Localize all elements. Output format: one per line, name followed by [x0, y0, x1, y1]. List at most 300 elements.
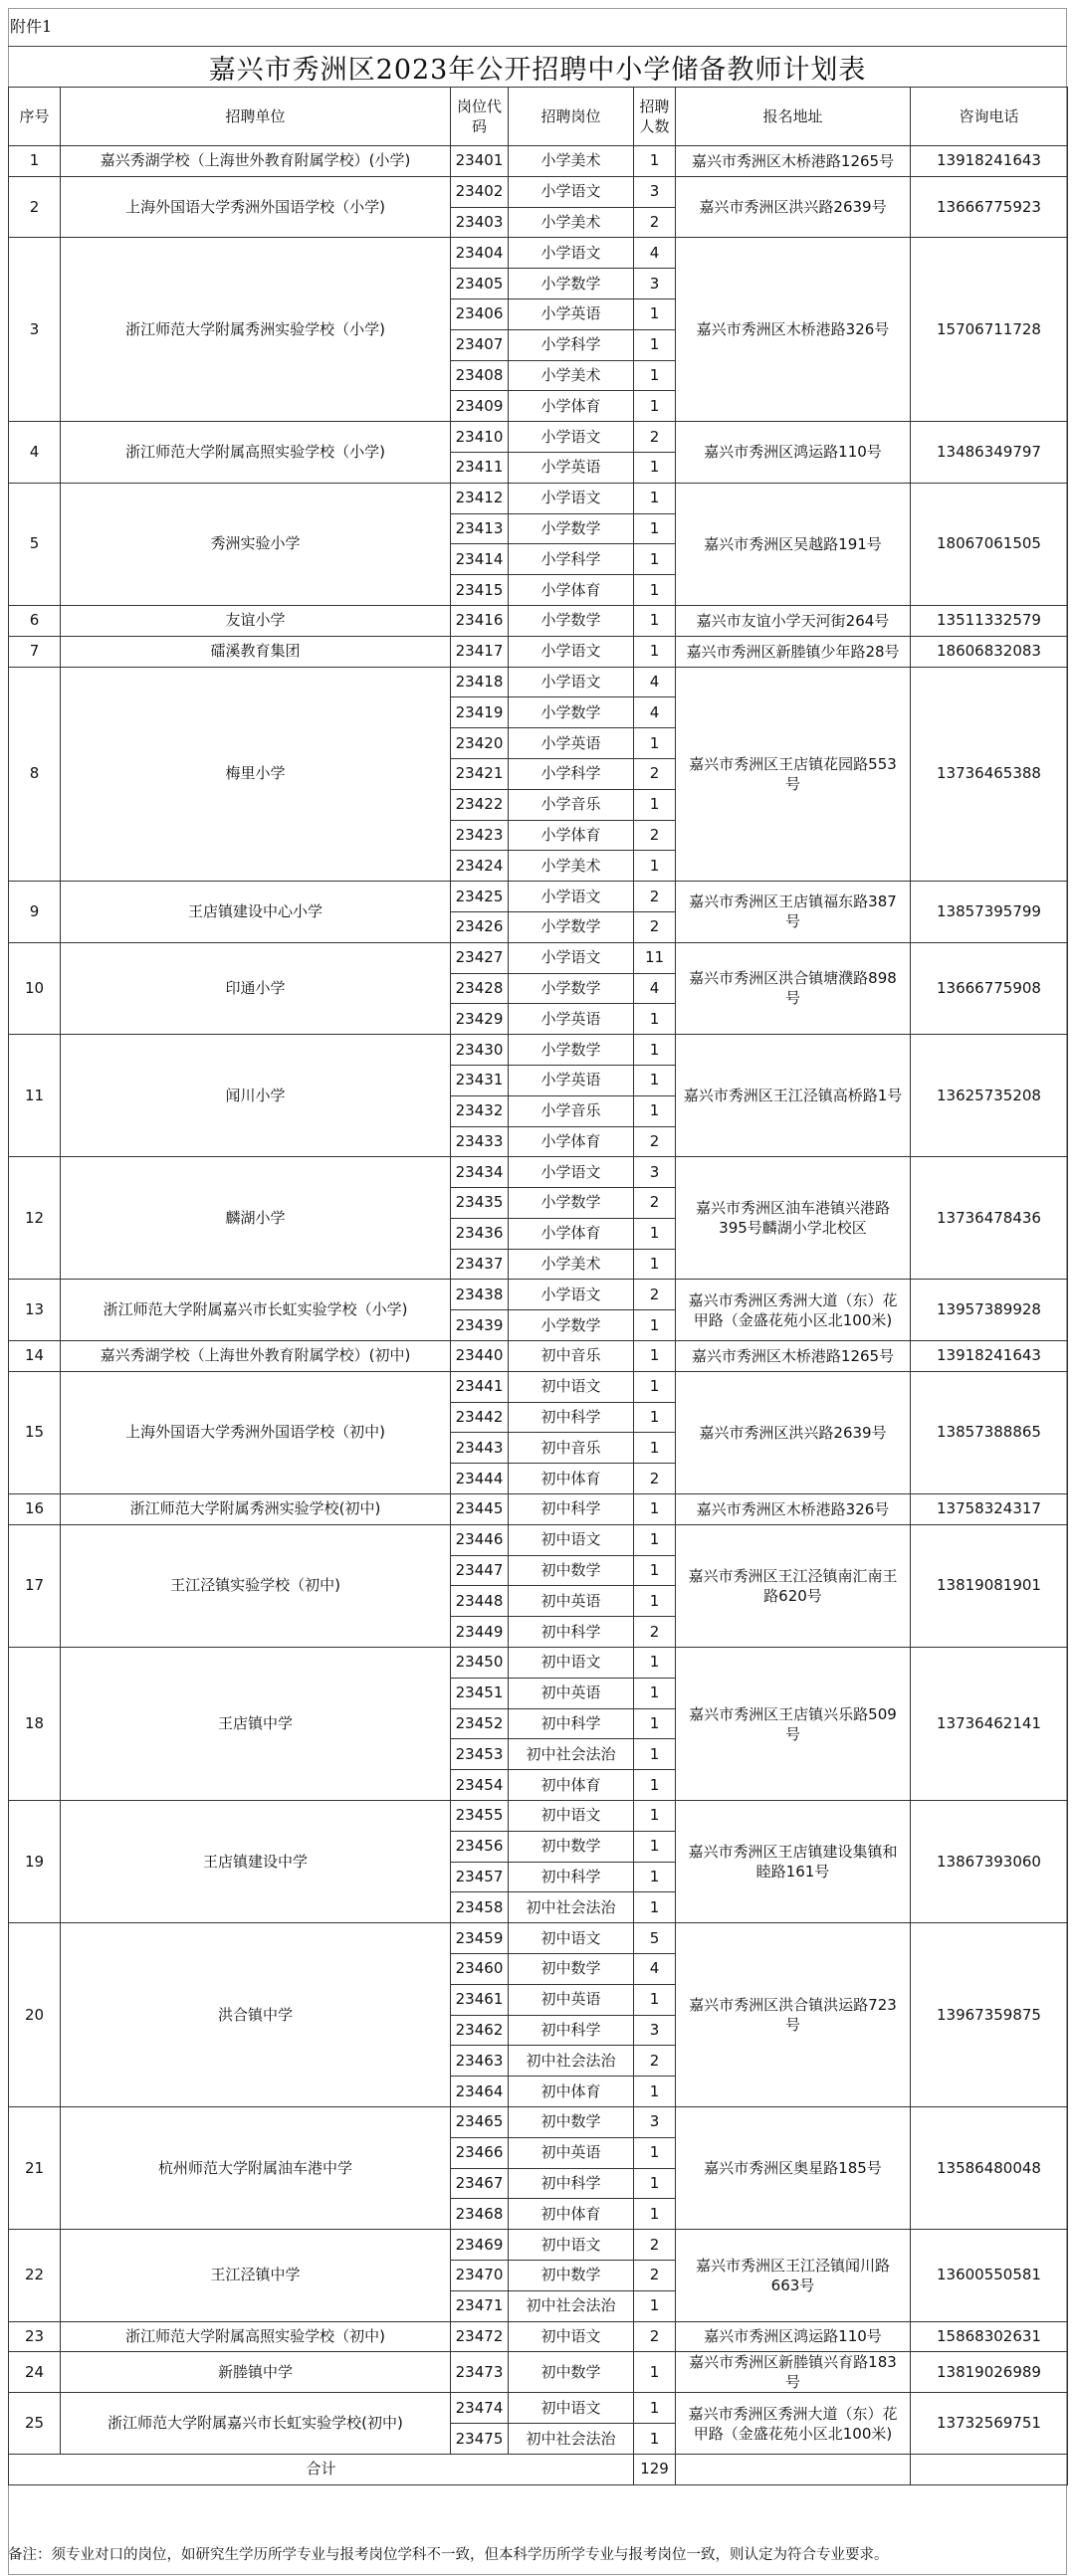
row-count: 1 — [634, 2137, 676, 2168]
row-post: 初中数学 — [509, 1555, 634, 1586]
row-code: 23411 — [451, 452, 509, 483]
row-code: 23471 — [451, 2290, 509, 2321]
row-count: 2 — [634, 2046, 676, 2077]
row-code: 23417 — [451, 636, 509, 667]
header-count: 招聘人数 — [634, 88, 676, 146]
row-phone: 13736462141 — [911, 1648, 1068, 1801]
row-code: 23407 — [451, 329, 509, 360]
row-phone: 13918241643 — [911, 1341, 1068, 1372]
table-row — [9, 2393, 1068, 2424]
row-post: 小学数学 — [509, 513, 634, 544]
row-count: 1 — [634, 483, 676, 513]
row-post: 初中体育 — [509, 1464, 634, 1494]
row-phone: 13511332579 — [911, 605, 1068, 636]
row-code: 23442 — [451, 1402, 509, 1433]
row-count: 4 — [634, 667, 676, 697]
row-code: 23430 — [451, 1035, 509, 1066]
row-seq: 24 — [9, 2352, 61, 2393]
row-post: 初中数学 — [509, 1831, 634, 1862]
row-code: 23423 — [451, 820, 509, 851]
row-count: 2 — [634, 2230, 676, 2261]
header-post: 招聘岗位 — [509, 88, 634, 146]
row-post: 初中社会法治 — [509, 2424, 634, 2455]
row-post: 小学语文 — [509, 422, 634, 453]
row-unit: 友谊小学 — [61, 605, 451, 636]
row-code: 23456 — [451, 1831, 509, 1862]
row-post: 初中数学 — [509, 2260, 634, 2290]
row-code: 23405 — [451, 269, 509, 299]
row-count: 1 — [634, 1708, 676, 1739]
row-code: 23409 — [451, 391, 509, 422]
row-unit: 麟湖小学 — [61, 1157, 451, 1280]
row-seq: 5 — [9, 483, 61, 605]
row-count: 1 — [634, 1831, 676, 1862]
row-unit: 王江泾镇实验学校（初中) — [61, 1524, 451, 1647]
row-count: 1 — [634, 1310, 676, 1341]
row-address: 嘉兴市秀洲区洪兴路2639号 — [676, 1371, 911, 1493]
row-count: 1 — [634, 2168, 676, 2199]
row-code: 23429 — [451, 1004, 509, 1035]
row-seq: 23 — [9, 2321, 61, 2352]
row-count: 1 — [634, 544, 676, 575]
recruitment-table — [8, 87, 1068, 2485]
row-code: 23408 — [451, 360, 509, 391]
row-phone: 18606832083 — [911, 636, 1068, 667]
header-code: 岗位代码 — [451, 88, 509, 146]
row-code: 23402 — [451, 176, 509, 207]
row-post: 小学体育 — [509, 575, 634, 606]
row-unit: 浙江师范大学附属嘉兴市长虹实验学校（小学) — [61, 1280, 451, 1341]
row-post: 小学科学 — [509, 329, 634, 360]
row-count: 1 — [634, 575, 676, 606]
row-count: 3 — [634, 2107, 676, 2138]
row-post: 小学美术 — [509, 207, 634, 238]
row-count: 2 — [634, 758, 676, 789]
row-code: 23435 — [451, 1188, 509, 1219]
row-count: 1 — [634, 728, 676, 759]
table-row — [9, 1341, 1068, 1372]
row-count: 1 — [634, 1524, 676, 1555]
row-count: 1 — [634, 1218, 676, 1249]
row-post: 初中体育 — [509, 1770, 634, 1801]
table-row — [9, 942, 1068, 973]
row-count: 1 — [634, 1862, 676, 1892]
row-phone: 18067061505 — [911, 483, 1068, 605]
row-post: 小学科学 — [509, 758, 634, 789]
row-phone: 13857395799 — [911, 882, 1068, 943]
total-empty-phone — [911, 2454, 1068, 2484]
attachment-label: 附件1 — [10, 17, 53, 36]
table-row — [9, 882, 1068, 912]
row-code: 23418 — [451, 667, 509, 697]
row-count: 1 — [634, 1065, 676, 1095]
row-phone: 13486349797 — [911, 422, 1068, 484]
row-code: 23428 — [451, 973, 509, 1004]
total-empty-address — [676, 2454, 911, 2484]
row-address: 嘉兴市秀洲区油车港镇兴港路395号麟湖小学北校区 — [676, 1157, 911, 1280]
row-count: 4 — [634, 973, 676, 1004]
row-unit: 王江泾镇中学 — [61, 2230, 451, 2321]
row-post: 小学语文 — [509, 636, 634, 667]
row-post: 小学语文 — [509, 882, 634, 912]
row-post: 初中科学 — [509, 1862, 634, 1892]
row-seq: 9 — [9, 882, 61, 943]
row-address: 嘉兴市秀洲区木桥港路326号 — [676, 238, 911, 422]
row-count: 1 — [634, 851, 676, 882]
row-count: 1 — [634, 1371, 676, 1402]
row-post: 初中社会法治 — [509, 1739, 634, 1770]
row-phone: 13967359875 — [911, 1923, 1068, 2107]
row-code: 23414 — [451, 544, 509, 575]
row-address: 嘉兴市友谊小学天河街264号 — [676, 605, 911, 636]
row-unit: 闻川小学 — [61, 1035, 451, 1157]
row-address: 嘉兴市秀洲区洪合镇洪运路723号 — [676, 1923, 911, 2107]
row-count: 1 — [634, 1801, 676, 1832]
row-code: 23472 — [451, 2321, 509, 2352]
row-count: 1 — [634, 1892, 676, 1923]
row-code: 23431 — [451, 1065, 509, 1095]
row-count: 1 — [634, 1555, 676, 1586]
row-address: 嘉兴市秀洲区木桥港路1265号 — [676, 1341, 911, 1372]
row-unit: 印通小学 — [61, 942, 451, 1034]
row-seq: 18 — [9, 1648, 61, 1801]
row-post: 初中语文 — [509, 2393, 634, 2424]
table-row — [9, 667, 1068, 697]
total-row — [9, 2454, 1068, 2484]
row-count: 1 — [634, 1648, 676, 1679]
row-post: 初中科学 — [509, 2168, 634, 2199]
row-code: 23452 — [451, 1708, 509, 1739]
row-count: 1 — [634, 1035, 676, 1066]
row-seq: 22 — [9, 2230, 61, 2321]
row-count: 1 — [634, 1739, 676, 1770]
row-code: 23459 — [451, 1923, 509, 1954]
row-post: 小学美术 — [509, 146, 634, 177]
row-code: 23403 — [451, 207, 509, 238]
row-code: 23437 — [451, 1249, 509, 1280]
row-unit: 嘉兴秀湖学校（上海世外教育附属学校）(初中) — [61, 1341, 451, 1372]
row-post: 小学体育 — [509, 391, 634, 422]
row-address: 嘉兴市秀洲区鸿运路110号 — [676, 422, 911, 484]
row-count: 2 — [634, 1188, 676, 1219]
row-seq: 14 — [9, 1341, 61, 1372]
row-count: 2 — [634, 820, 676, 851]
row-count: 1 — [634, 513, 676, 544]
row-unit: 杭州师范大学附属油车港中学 — [61, 2107, 451, 2230]
row-count: 1 — [634, 1004, 676, 1035]
row-count: 1 — [634, 789, 676, 820]
row-count: 1 — [634, 1984, 676, 2015]
table-row — [9, 1494, 1068, 1525]
row-count: 1 — [634, 146, 676, 177]
row-seq: 17 — [9, 1524, 61, 1647]
row-phone: 13666775923 — [911, 176, 1068, 238]
row-count: 3 — [634, 176, 676, 207]
row-address: 嘉兴市秀洲区木桥港路1265号 — [676, 146, 911, 177]
row-phone: 13736465388 — [911, 667, 1068, 882]
row-code: 23434 — [451, 1157, 509, 1188]
row-count: 3 — [634, 269, 676, 299]
row-unit: 洪合镇中学 — [61, 1923, 451, 2107]
row-post: 小学语文 — [509, 667, 634, 697]
row-post: 小学体育 — [509, 820, 634, 851]
row-post: 小学数学 — [509, 605, 634, 636]
row-code: 23450 — [451, 1648, 509, 1679]
row-seq: 21 — [9, 2107, 61, 2230]
row-code: 23440 — [451, 1341, 509, 1372]
row-post: 小学英语 — [509, 1065, 634, 1095]
row-code: 23425 — [451, 882, 509, 912]
row-post: 小学数学 — [509, 697, 634, 728]
row-post: 初中体育 — [509, 2077, 634, 2107]
row-count: 1 — [634, 1249, 676, 1280]
row-code: 23432 — [451, 1095, 509, 1126]
table-body — [9, 146, 1068, 2455]
row-address: 嘉兴市秀洲区王店镇花园路553号 — [676, 667, 911, 882]
row-post: 小学美术 — [509, 360, 634, 391]
row-post: 小学科学 — [509, 544, 634, 575]
row-unit: 嘉兴秀湖学校（上海世外教育附属学校）(小学) — [61, 146, 451, 177]
row-post: 初中英语 — [509, 1678, 634, 1708]
row-count: 4 — [634, 1954, 676, 1985]
table-row — [9, 1923, 1068, 1954]
row-code: 23413 — [451, 513, 509, 544]
row-phone: 13736478436 — [911, 1157, 1068, 1280]
table-row — [9, 1280, 1068, 1310]
row-count: 1 — [634, 1678, 676, 1708]
row-code: 23427 — [451, 942, 509, 973]
row-address: 嘉兴市秀洲区奥星路185号 — [676, 2107, 911, 2230]
row-count: 2 — [634, 1617, 676, 1648]
row-count: 1 — [634, 1770, 676, 1801]
row-post: 小学语文 — [509, 483, 634, 513]
row-post: 小学数学 — [509, 911, 634, 942]
row-post: 初中语文 — [509, 1648, 634, 1679]
row-count: 1 — [634, 1402, 676, 1433]
row-address: 嘉兴市秀洲区王店镇兴乐路509号 — [676, 1648, 911, 1801]
row-count: 5 — [634, 1923, 676, 1954]
row-post: 初中科学 — [509, 1617, 634, 1648]
row-post: 小学英语 — [509, 728, 634, 759]
row-code: 23475 — [451, 2424, 509, 2455]
row-count: 1 — [634, 329, 676, 360]
row-count: 2 — [634, 882, 676, 912]
row-code: 23461 — [451, 1984, 509, 2015]
row-unit: 浙江师范大学附属嘉兴市长虹实验学校(初中) — [61, 2393, 451, 2455]
row-post: 小学音乐 — [509, 789, 634, 820]
row-phone: 13758324317 — [911, 1494, 1068, 1525]
row-code: 23467 — [451, 2168, 509, 2199]
row-code: 23449 — [451, 1617, 509, 1648]
table-row — [9, 483, 1068, 513]
row-address: 嘉兴市秀洲区王江泾镇闻川路663号 — [676, 2230, 911, 2321]
row-count: 2 — [634, 1126, 676, 1157]
row-post: 初中科学 — [509, 2015, 634, 2046]
row-address: 嘉兴市秀洲区王店镇福东路387号 — [676, 882, 911, 943]
row-unit: 上海外国语大学秀洲外国语学校（初中) — [61, 1371, 451, 1493]
table-row — [9, 1035, 1068, 1066]
row-post: 小学英语 — [509, 452, 634, 483]
row-phone: 13625735208 — [911, 1035, 1068, 1157]
row-seq: 16 — [9, 1494, 61, 1525]
row-code: 23453 — [451, 1739, 509, 1770]
row-seq: 3 — [9, 238, 61, 422]
row-phone: 13666775908 — [911, 942, 1068, 1034]
row-address: 嘉兴市秀洲区王江泾镇高桥路1号 — [676, 1035, 911, 1157]
row-phone: 13867393060 — [911, 1801, 1068, 1923]
row-count: 1 — [634, 391, 676, 422]
table-row — [9, 1648, 1068, 1679]
row-count: 2 — [634, 1280, 676, 1310]
row-code: 23458 — [451, 1892, 509, 1923]
row-phone: 15868302631 — [911, 2321, 1068, 2352]
table-row — [9, 2230, 1068, 2261]
row-unit: 梅里小学 — [61, 667, 451, 882]
row-post: 初中语文 — [509, 1801, 634, 1832]
row-code: 23445 — [451, 1494, 509, 1525]
row-seq: 8 — [9, 667, 61, 882]
row-unit: 王店镇建设中心小学 — [61, 882, 451, 943]
row-count: 1 — [634, 1494, 676, 1525]
row-unit: 浙江师范大学附属高照实验学校（小学) — [61, 422, 451, 484]
row-code: 23410 — [451, 422, 509, 453]
row-count: 11 — [634, 942, 676, 973]
row-code: 23462 — [451, 2015, 509, 2046]
row-seq: 4 — [9, 422, 61, 484]
row-count: 1 — [634, 2393, 676, 2424]
row-code: 23404 — [451, 238, 509, 269]
row-count: 1 — [634, 1095, 676, 1126]
row-code: 23448 — [451, 1586, 509, 1617]
row-code: 23441 — [451, 1371, 509, 1402]
row-count: 2 — [634, 911, 676, 942]
row-post: 初中语文 — [509, 2230, 634, 2261]
total-count: 129 — [634, 2454, 676, 2484]
row-code: 23468 — [451, 2199, 509, 2230]
row-count: 1 — [634, 2352, 676, 2393]
row-code: 23433 — [451, 1126, 509, 1157]
header-phone: 咨询电话 — [911, 88, 1068, 146]
row-address: 嘉兴市秀洲区洪兴路2639号 — [676, 176, 911, 238]
row-post: 初中音乐 — [509, 1433, 634, 1464]
row-post: 小学体育 — [509, 1218, 634, 1249]
row-code: 23420 — [451, 728, 509, 759]
row-count: 1 — [634, 605, 676, 636]
row-code: 23470 — [451, 2260, 509, 2290]
row-count: 2 — [634, 2260, 676, 2290]
row-count: 1 — [634, 2424, 676, 2455]
row-post: 小学音乐 — [509, 1095, 634, 1126]
row-code: 23447 — [451, 1555, 509, 1586]
row-code: 23426 — [451, 911, 509, 942]
row-code: 23464 — [451, 2077, 509, 2107]
row-post: 初中语文 — [509, 1524, 634, 1555]
row-seq: 20 — [9, 1923, 61, 2107]
row-post: 初中数学 — [509, 2107, 634, 2138]
row-post: 小学体育 — [509, 1126, 634, 1157]
header-seq: 序号 — [9, 88, 61, 146]
row-address: 嘉兴市秀洲区新塍镇少年路28号 — [676, 636, 911, 667]
row-phone: 13600550581 — [911, 2230, 1068, 2321]
row-code: 23460 — [451, 1954, 509, 1985]
row-count: 1 — [634, 2077, 676, 2107]
row-post: 小学语文 — [509, 176, 634, 207]
row-count: 1 — [634, 452, 676, 483]
row-post: 小学美术 — [509, 851, 634, 882]
row-code: 23422 — [451, 789, 509, 820]
row-post: 初中语文 — [509, 2321, 634, 2352]
row-count: 3 — [634, 1157, 676, 1188]
row-post: 初中英语 — [509, 1586, 634, 1617]
row-post: 初中音乐 — [509, 1341, 634, 1372]
row-count: 1 — [634, 298, 676, 329]
row-code: 23457 — [451, 1862, 509, 1892]
row-phone: 13957389928 — [911, 1280, 1068, 1341]
row-post: 小学语文 — [509, 942, 634, 973]
row-count: 1 — [634, 1341, 676, 1372]
table-row — [9, 1801, 1068, 1832]
total-label: 合计 — [9, 2454, 634, 2484]
row-post: 小学语文 — [509, 238, 634, 269]
row-post: 初中科学 — [509, 1402, 634, 1433]
row-count: 1 — [634, 636, 676, 667]
row-unit: 浙江师范大学附属高照实验学校（初中) — [61, 2321, 451, 2352]
row-post: 小学英语 — [509, 1004, 634, 1035]
row-address: 嘉兴市秀洲区木桥港路326号 — [676, 1494, 911, 1525]
table-row — [9, 1371, 1068, 1402]
row-code: 23454 — [451, 1770, 509, 1801]
table-header-row — [9, 88, 1068, 146]
row-seq: 12 — [9, 1157, 61, 1280]
row-seq: 10 — [9, 942, 61, 1034]
row-address: 嘉兴市秀洲区鸿运路110号 — [676, 2321, 911, 2352]
row-seq: 2 — [9, 176, 61, 238]
table-row — [9, 176, 1068, 207]
row-code: 23443 — [451, 1433, 509, 1464]
row-post: 初中语文 — [509, 1923, 634, 1954]
row-code: 23416 — [451, 605, 509, 636]
row-seq: 11 — [9, 1035, 61, 1157]
row-code: 23469 — [451, 2230, 509, 2261]
row-unit: 浙江师范大学附属秀洲实验学校（小学) — [61, 238, 451, 422]
row-phone: 13819081901 — [911, 1524, 1068, 1647]
row-code: 23439 — [451, 1310, 509, 1341]
row-unit: 新塍镇中学 — [61, 2352, 451, 2393]
row-address: 嘉兴市秀洲区秀洲大道（东）花甲路（金盛花苑小区北100米) — [676, 2393, 911, 2455]
row-count: 2 — [634, 422, 676, 453]
row-post: 初中社会法治 — [509, 2046, 634, 2077]
table-row — [9, 605, 1068, 636]
row-seq: 15 — [9, 1371, 61, 1493]
table-row — [9, 238, 1068, 269]
row-post: 初中科学 — [509, 1494, 634, 1525]
row-unit: 秀洲实验小学 — [61, 483, 451, 605]
row-post: 初中英语 — [509, 1984, 634, 2015]
row-phone: 15706711728 — [911, 238, 1068, 422]
row-code: 23421 — [451, 758, 509, 789]
row-post: 小学数学 — [509, 269, 634, 299]
row-count: 2 — [634, 2321, 676, 2352]
row-phone: 13918241643 — [911, 146, 1068, 177]
table-row — [9, 1524, 1068, 1555]
table-row — [9, 636, 1068, 667]
row-post: 初中英语 — [509, 2137, 634, 2168]
table-row — [9, 1157, 1068, 1188]
row-code: 23465 — [451, 2107, 509, 2138]
row-address: 嘉兴市秀洲区洪合镇塘濮路898号 — [676, 942, 911, 1034]
row-count: 3 — [634, 2015, 676, 2046]
row-count: 1 — [634, 2199, 676, 2230]
